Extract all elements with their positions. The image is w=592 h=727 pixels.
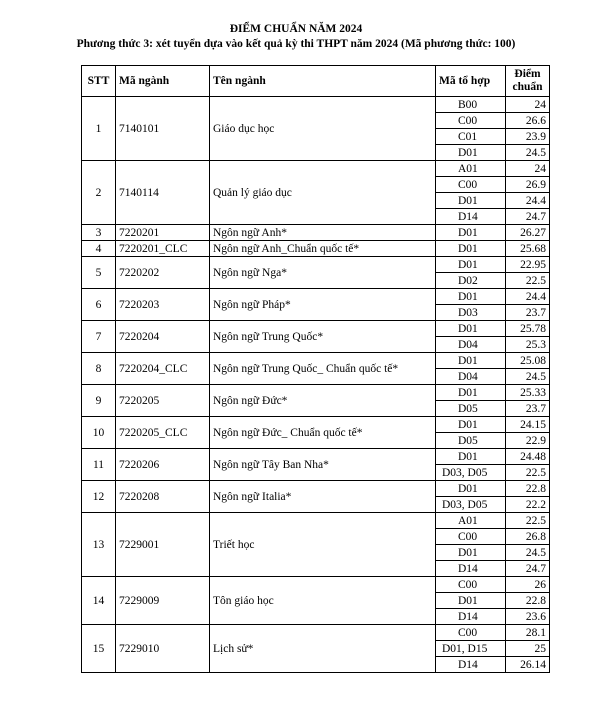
- table-row: [82, 449, 550, 465]
- cutoff-score: 24.5: [506, 145, 550, 161]
- program-name: Ngôn ngữ Đức*: [210, 385, 436, 417]
- cutoff-score: 23.6: [506, 609, 550, 625]
- cutoff-score: 22.8: [506, 481, 550, 497]
- program-code: 7220203: [116, 289, 210, 321]
- subject-combination: C00: [436, 529, 506, 545]
- cutoff-score: 25.08: [506, 353, 550, 369]
- subject-combination: D01: [436, 145, 506, 161]
- program-stt: 14: [82, 577, 116, 625]
- program-stt: 7: [82, 321, 116, 353]
- subject-combination: D05: [436, 433, 506, 449]
- subject-combination: D02: [436, 273, 506, 289]
- table-row: [82, 481, 550, 497]
- subject-combination: D05: [436, 401, 506, 417]
- cutoff-score: 24.48: [506, 449, 550, 465]
- table-row: [82, 625, 550, 641]
- subject-combination: D14: [436, 657, 506, 673]
- program-code: 7220204: [116, 321, 210, 353]
- subject-combination: D14: [436, 609, 506, 625]
- program-name: Ngôn ngữ Pháp*: [210, 289, 436, 321]
- cutoff-score: 26.14: [506, 657, 550, 673]
- header-score: Điểm chuẩn: [506, 66, 550, 97]
- cutoff-score: 22.9: [506, 433, 550, 449]
- program-name: Ngôn ngữ Trung Quốc*: [210, 321, 436, 353]
- program-stt: 9: [82, 385, 116, 417]
- cutoff-score: 25.78: [506, 321, 550, 337]
- cutoff-score: 22.5: [506, 273, 550, 289]
- header-stt: STT: [82, 66, 116, 97]
- program-code: 7220208: [116, 481, 210, 513]
- subject-combination: D14: [436, 209, 506, 225]
- subject-combination: D01: [436, 225, 506, 241]
- subject-combination: D01: [436, 593, 506, 609]
- program-name: Ngôn ngữ Nga*: [210, 257, 436, 289]
- program-name: Triết học: [210, 513, 436, 577]
- table-row: [82, 513, 550, 529]
- program-stt: 5: [82, 257, 116, 289]
- subject-combination: B00: [436, 97, 506, 113]
- header-combo: Mã tổ hợp: [436, 66, 506, 97]
- cutoff-score: 24.5: [506, 369, 550, 385]
- page-subtitle: Phương thức 3: xét tuyển dựa vào kết quả kỳ thi THPT năm 2024 (Mã phương thức: 100): [76, 38, 516, 50]
- cutoff-score: 24: [506, 161, 550, 177]
- program-code: 7229009: [116, 577, 210, 625]
- program-code: 7140114: [116, 161, 210, 225]
- cutoff-score: 23.7: [506, 305, 550, 321]
- table-body: [82, 97, 550, 673]
- cutoff-score: 23.7: [506, 401, 550, 417]
- subject-combination: C00: [436, 577, 506, 593]
- table-header-row: [82, 66, 550, 97]
- cutoff-score: 22.5: [506, 513, 550, 529]
- subject-combination: C00: [436, 625, 506, 641]
- cutoff-score: 22.8: [506, 593, 550, 609]
- subject-combination: D03, D05: [436, 497, 506, 513]
- program-stt: 10: [82, 417, 116, 449]
- program-stt: 15: [82, 625, 116, 673]
- program-code: 7140101: [116, 97, 210, 161]
- cutoff-score: 26.8: [506, 529, 550, 545]
- subject-combination: D01: [436, 241, 506, 257]
- cutoff-score: 26.6: [506, 113, 550, 129]
- subject-combination: D14: [436, 561, 506, 577]
- table-row: [82, 385, 550, 401]
- program-name: Tôn giáo học: [210, 577, 436, 625]
- subject-combination: D01: [436, 385, 506, 401]
- subject-combination: C01: [436, 129, 506, 145]
- cutoff-score: 25.3: [506, 337, 550, 353]
- subject-combination: D01: [436, 417, 506, 433]
- program-code: 7220201: [116, 225, 210, 241]
- cutoff-score: 24.4: [506, 193, 550, 209]
- cutoff-score: 24.5: [506, 545, 550, 561]
- cutoff-score: 25.33: [506, 385, 550, 401]
- table-row: [82, 241, 550, 257]
- program-name: Ngôn ngữ Italia*: [210, 481, 436, 513]
- table-row: [82, 161, 550, 177]
- cutoff-score: 28.1: [506, 625, 550, 641]
- program-code: 7220205: [116, 385, 210, 417]
- program-name: Ngôn ngữ Tây Ban Nha*: [210, 449, 436, 481]
- table-row: [82, 97, 550, 113]
- page-title: ĐIỂM CHUẨN NĂM 2024: [229, 23, 363, 35]
- program-name: Ngôn ngữ Đức_ Chuẩn quốc tế*: [210, 417, 436, 449]
- cutoff-score: 24: [506, 97, 550, 113]
- program-name: Ngôn ngữ Trung Quốc_ Chuẩn quốc tế*: [210, 353, 436, 385]
- program-stt: 8: [82, 353, 116, 385]
- table-row: [82, 353, 550, 369]
- cutoff-score: 24.4: [506, 289, 550, 305]
- program-name: Ngôn ngữ Anh*: [210, 225, 436, 241]
- program-name: Ngôn ngữ Anh_Chuẩn quốc tế*: [210, 241, 436, 257]
- subject-combination: C00: [436, 113, 506, 129]
- table-row: [82, 321, 550, 337]
- program-stt: 4: [82, 241, 116, 257]
- program-name: Lịch sử*: [210, 625, 436, 673]
- subject-combination: D01: [436, 545, 506, 561]
- cutoff-score: 26.9: [506, 177, 550, 193]
- program-stt: 12: [82, 481, 116, 513]
- program-code: 7220201_CLC: [116, 241, 210, 257]
- program-name: Giáo dục học: [210, 97, 436, 161]
- program-code: 7220206: [116, 449, 210, 481]
- subject-combination: D04: [436, 337, 506, 353]
- subject-combination: D01: [436, 193, 506, 209]
- cutoff-score: 22.95: [506, 257, 550, 273]
- subject-combination: A01: [436, 513, 506, 529]
- table-row: [82, 257, 550, 273]
- subject-combination: D01: [436, 289, 506, 305]
- program-stt: 1: [82, 97, 116, 161]
- subject-combination: D01: [436, 449, 506, 465]
- program-code: 7229010: [116, 625, 210, 673]
- cutoff-score: 22.2: [506, 497, 550, 513]
- program-stt: 2: [82, 161, 116, 225]
- program-stt: 3: [82, 225, 116, 241]
- program-stt: 6: [82, 289, 116, 321]
- subject-combination: D01: [436, 257, 506, 273]
- program-code: 7229001: [116, 513, 210, 577]
- table-row: [82, 417, 550, 433]
- subject-combination: D01: [436, 353, 506, 369]
- subject-combination: A01: [436, 161, 506, 177]
- program-stt: 11: [82, 449, 116, 481]
- subject-combination: D04: [436, 369, 506, 385]
- subject-combination: D01, D15: [436, 641, 506, 657]
- header-name: Tên ngành: [210, 66, 436, 97]
- table-row: [82, 225, 550, 241]
- subject-combination: D01: [436, 481, 506, 497]
- cutoff-score: 26.27: [506, 225, 550, 241]
- admission-score-table: [81, 65, 550, 673]
- program-code: 7220202: [116, 257, 210, 289]
- table-row: [82, 289, 550, 305]
- cutoff-score: 26: [506, 577, 550, 593]
- header-code: Mã ngành: [116, 66, 210, 97]
- table-row: [82, 577, 550, 593]
- subject-combination: C00: [436, 177, 506, 193]
- cutoff-score: 24.7: [506, 561, 550, 577]
- cutoff-score: 24.7: [506, 209, 550, 225]
- subject-combination: D03, D05: [436, 465, 506, 481]
- program-code: 7220205_CLC: [116, 417, 210, 449]
- cutoff-score: 22.5: [506, 465, 550, 481]
- cutoff-score: 25: [506, 641, 550, 657]
- program-stt: 13: [82, 513, 116, 577]
- subject-combination: D03: [436, 305, 506, 321]
- cutoff-score: 25.68: [506, 241, 550, 257]
- cutoff-score: 23.9: [506, 129, 550, 145]
- subject-combination: D01: [436, 321, 506, 337]
- program-name: Quản lý giáo dục: [210, 161, 436, 225]
- program-code: 7220204_CLC: [116, 353, 210, 385]
- cutoff-score: 24.15: [506, 417, 550, 433]
